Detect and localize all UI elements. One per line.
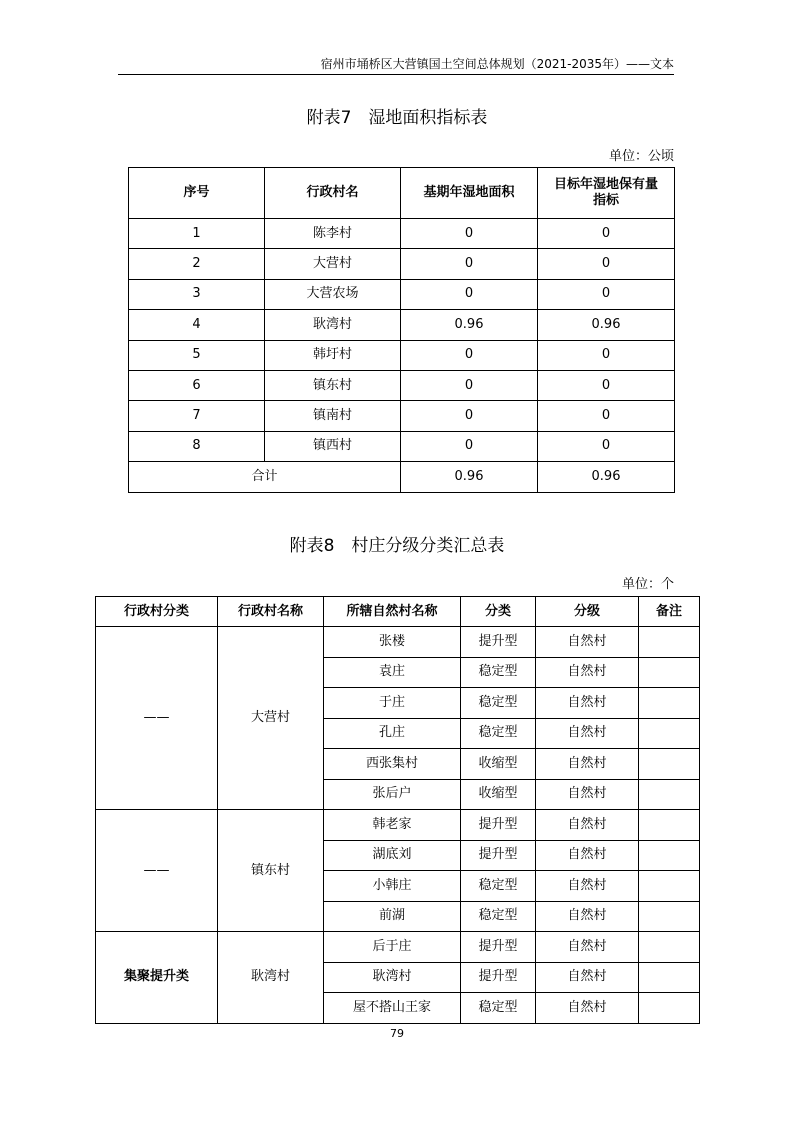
page-header: 宿州市埇桥区大营镇国土空间总体规划（2021-2035年）——文本	[320, 57, 674, 71]
table7-cell: 大营农场	[265, 279, 401, 309]
total-value: 0.96	[401, 462, 538, 492]
total-label: 合计	[129, 462, 401, 492]
table8-cell: 稳定型	[461, 657, 536, 688]
table8-cell: 自然村	[536, 688, 639, 719]
table7-unit: 单位：公顷	[608, 149, 674, 164]
table8-header-cell: 行政村分类	[96, 597, 218, 627]
total-value: 0.96	[538, 462, 675, 492]
table8-cell: 自然村	[536, 779, 639, 810]
total-row	[129, 462, 675, 492]
table7-title: 附表7 湿地面积指标表	[306, 108, 488, 128]
table7-cell: 0	[401, 279, 538, 309]
remarks-cell	[639, 993, 700, 1024]
table8-cell: 张后户	[324, 779, 461, 810]
table8-cell: 稳定型	[461, 901, 536, 932]
table-row	[96, 932, 700, 963]
table8-cell: 提升型	[461, 840, 536, 871]
table8-cell: 孔庄	[324, 718, 461, 749]
table8-cell: 提升型	[461, 962, 536, 993]
table7-header-cell: 行政村名	[265, 168, 401, 219]
table7-cell: 镇东村	[265, 370, 401, 400]
remarks-cell	[639, 840, 700, 871]
table-row	[96, 627, 700, 658]
table7-cell: 0	[538, 401, 675, 431]
table8-cell: 提升型	[461, 810, 536, 841]
table8-cell: 自然村	[536, 871, 639, 902]
admin-village-cell: 耿湾村	[218, 932, 324, 1024]
remarks-cell	[639, 932, 700, 963]
table8-cell: 自然村	[536, 901, 639, 932]
table8-unit: 单位：个	[621, 577, 674, 592]
table8-cell: 自然村	[536, 840, 639, 871]
table7-cell: 0	[401, 219, 538, 249]
table7-header-cell: 目标年湿地保有量指标	[538, 168, 675, 219]
table8-header-cell: 备注	[639, 597, 700, 627]
table7-cell: 耿湾村	[265, 310, 401, 340]
table7-cell: 镇南村	[265, 401, 401, 431]
table8-cell: 自然村	[536, 718, 639, 749]
table8-cell: 袁庄	[324, 657, 461, 688]
table8-header-cell: 分级	[536, 597, 639, 627]
remarks-cell	[639, 718, 700, 749]
table7-cell: 韩圩村	[265, 340, 401, 370]
remarks-cell	[639, 810, 700, 841]
wetland-area-table	[128, 167, 675, 493]
table8-cell: 前湖	[324, 901, 461, 932]
table8-cell: 张楼	[324, 627, 461, 658]
table7-cell: 0	[538, 219, 675, 249]
table8-cell: 小韩庄	[324, 871, 461, 902]
table-row	[129, 219, 675, 249]
table7-cell: 0	[401, 340, 538, 370]
table-row	[129, 340, 675, 370]
table-row	[129, 310, 675, 340]
admin-village-cell: 镇东村	[218, 810, 324, 932]
table7-header-cell: 序号	[129, 168, 265, 219]
table7-header-cell: 基期年湿地面积	[401, 168, 538, 219]
table8-cell: 耿湾村	[324, 962, 461, 993]
table8-cell: 屋不搭山王家	[324, 993, 461, 1024]
table7-cell: 0.96	[538, 310, 675, 340]
table7-cell: 陈李村	[265, 219, 401, 249]
table8-cell: 自然村	[536, 993, 639, 1024]
table7-cell: 3	[129, 279, 265, 309]
table8-cell: 湖底刘	[324, 840, 461, 871]
table8-cell: 稳定型	[461, 718, 536, 749]
table7-cell: 镇西村	[265, 431, 401, 461]
village-classification-table	[95, 596, 700, 1024]
remarks-cell	[639, 871, 700, 902]
admin-village-cell: 大营村	[218, 627, 324, 810]
table8-cell: 自然村	[536, 810, 639, 841]
remarks-cell	[639, 901, 700, 932]
table7-cell: 0	[401, 431, 538, 461]
table8-cell: 稳定型	[461, 688, 536, 719]
table8-cell: 提升型	[461, 932, 536, 963]
table7-cell: 大营村	[265, 249, 401, 279]
table8-cell: 收缩型	[461, 779, 536, 810]
village-category-cell: ——	[96, 627, 218, 810]
table7-cell: 2	[129, 249, 265, 279]
table7-cell: 0.96	[401, 310, 538, 340]
table7-cell: 0	[401, 401, 538, 431]
table7-cell: 0	[538, 249, 675, 279]
table8-cell: 自然村	[536, 962, 639, 993]
remarks-cell	[639, 688, 700, 719]
table8-header-cell: 分类	[461, 597, 536, 627]
table-row	[129, 431, 675, 461]
table8-cell: 自然村	[536, 932, 639, 963]
table7-cell: 5	[129, 340, 265, 370]
table7-cell: 1	[129, 219, 265, 249]
table7-cell: 0	[401, 370, 538, 400]
table8-cell: 提升型	[461, 627, 536, 658]
table7-cell: 7	[129, 401, 265, 431]
table8-cell: 自然村	[536, 627, 639, 658]
table8-cell: 稳定型	[461, 871, 536, 902]
village-category-cell: ——	[96, 810, 218, 932]
table7-cell: 4	[129, 310, 265, 340]
table8-header-cell: 行政村名称	[218, 597, 324, 627]
table7-cell: 0	[538, 370, 675, 400]
table-row	[129, 279, 675, 309]
remarks-cell	[639, 779, 700, 810]
table-row	[129, 249, 675, 279]
page-number: 79	[390, 1027, 404, 1040]
table8-title: 附表8 村庄分级分类汇总表	[289, 536, 505, 556]
table7-cell: 0	[538, 431, 675, 461]
table-row	[129, 401, 675, 431]
table8-cell: 韩老家	[324, 810, 461, 841]
remarks-cell	[639, 627, 700, 658]
table8-cell: 自然村	[536, 657, 639, 688]
header-divider	[118, 74, 674, 75]
table8-cell: 稳定型	[461, 993, 536, 1024]
table8-cell: 收缩型	[461, 749, 536, 780]
remarks-cell	[639, 657, 700, 688]
table-row	[129, 370, 675, 400]
remarks-cell	[639, 962, 700, 993]
remarks-cell	[639, 749, 700, 780]
table8-cell: 于庄	[324, 688, 461, 719]
table8-cell: 自然村	[536, 749, 639, 780]
table-row	[96, 810, 700, 841]
table8-cell: 后于庄	[324, 932, 461, 963]
table7-cell: 8	[129, 431, 265, 461]
table7-cell: 0	[538, 279, 675, 309]
table8-header-cell: 所辖自然村名称	[324, 597, 461, 627]
table7-cell: 6	[129, 370, 265, 400]
table8-cell: 西张集村	[324, 749, 461, 780]
table7-cell: 0	[401, 249, 538, 279]
table7-cell: 0	[538, 340, 675, 370]
village-category-cell: 集聚提升类	[96, 932, 218, 1024]
